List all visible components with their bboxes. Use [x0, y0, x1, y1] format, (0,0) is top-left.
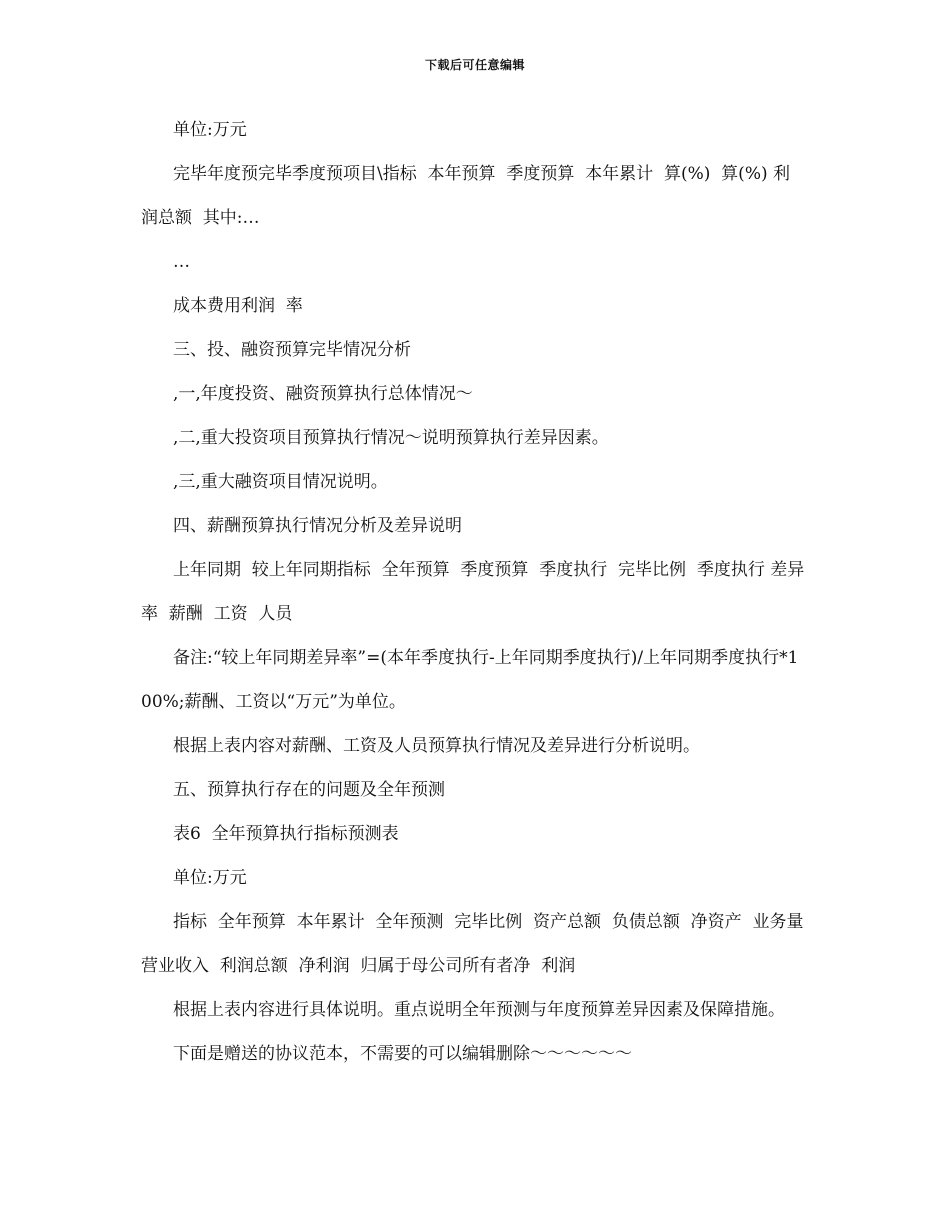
salary-analysis-note: 根据上表内容对薪酬、工资及人员预算执行情况及差异进行分析说明。 [173, 736, 700, 756]
bonus-template-note: 下面是赠送的协议范本，不需要的可以编辑删除～～～～～～ [173, 1044, 632, 1064]
section-heading-4: 四、薪酬预算执行情况分析及差异说明 [173, 516, 462, 536]
item-3: ,三,重大融资项目情况说明。 [173, 472, 388, 492]
table-6-title: 表6 全年预算执行指标预测表 [173, 824, 399, 844]
cost-profit-rate: 成本费用利润 率 [173, 296, 303, 316]
table-header-text: 完毕年度预完毕季度预项目\指标 本年预算 季度预算 本年累计 算(%) 算(%) 利润总额 其中:… [141, 164, 791, 228]
ellipsis-line: … [173, 252, 190, 272]
remark-paragraph: 备注:“较上年同期差异率”=(本年季度执行-上年同期季度执行)/上年同期季度执行*100%;薪酬、工资以“万元”为单位。 [141, 648, 799, 712]
section-heading-5: 五、预算执行存在的问题及全年预测 [173, 780, 445, 800]
unit-note-2: 单位:万元 [173, 868, 247, 888]
item-1: ,一,年度投资、融资预算执行总体情况～ [173, 384, 473, 404]
forecast-explanation: 根据上表内容进行具体说明。重点说明全年预测与年度预算差异因素及保障措施。 [173, 1000, 785, 1020]
document-body [141, 108, 815, 1076]
unit-note: 单位:万元 [173, 120, 247, 140]
section-heading-3: 三、投、融资预算完毕情况分析 [173, 340, 411, 360]
forecast-table-text: 指标 全年预算 本年累计 全年预测 完毕比例 资产总额 负债总额 净资产 业务量 营业收入 利润总额 净利润 归属于母公司所有者净 利润 [141, 912, 815, 976]
item-2: ,二,重大投资项目预算执行情况～说明预算执行差异因素。 [173, 428, 609, 448]
salary-table-text: 上年同期 较上年同期指标 全年预算 季度预算 季度执行 完毕比例 季度执行 差异率 薪酬 工资 人员 [141, 560, 805, 624]
page-header: 下载后可任意编辑 [424, 58, 525, 72]
